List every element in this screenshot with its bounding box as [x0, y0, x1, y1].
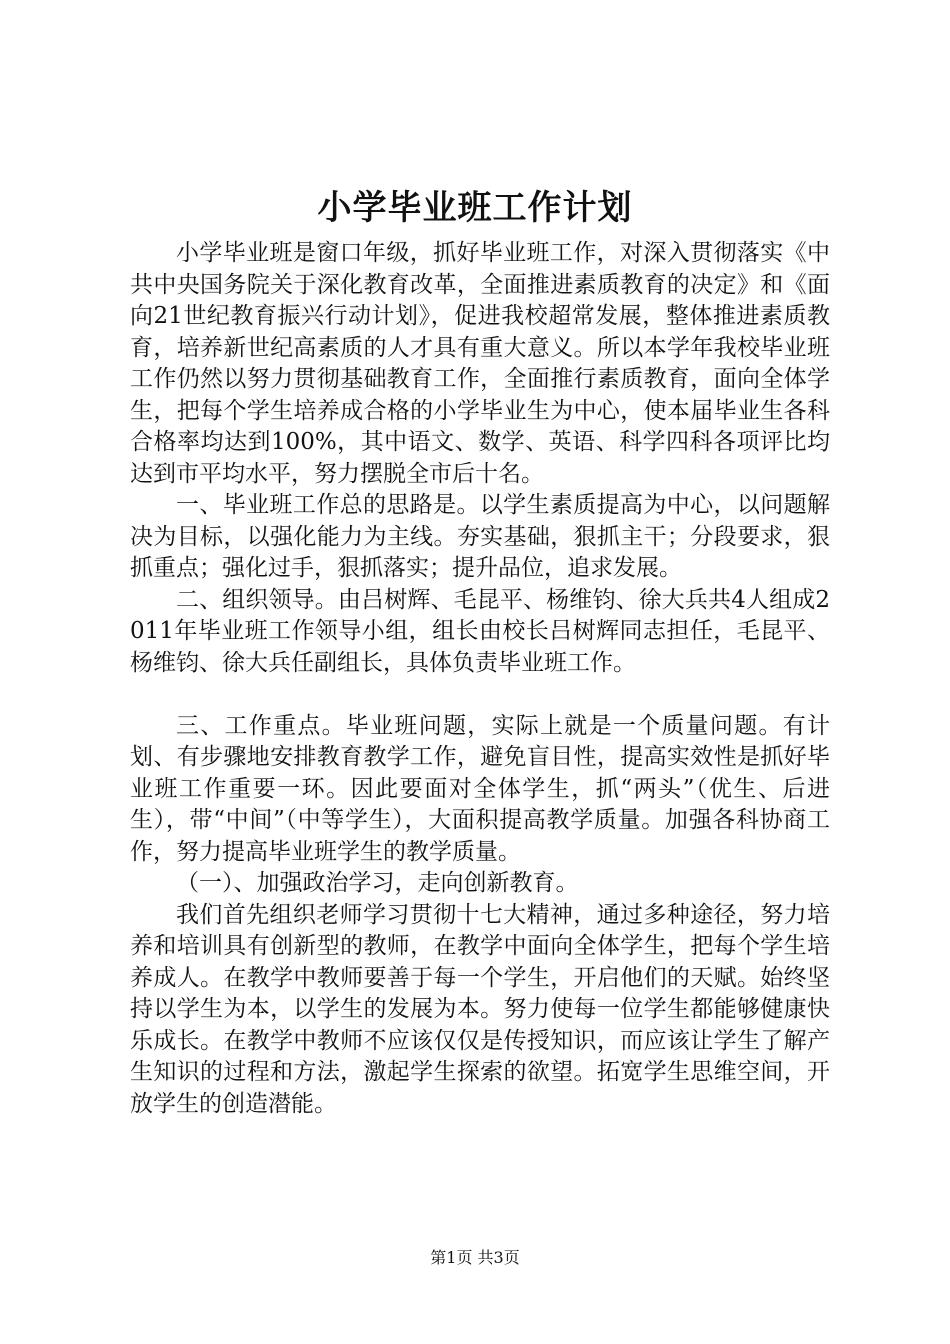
paragraph-subheading-1: （一）、加强政治学习，走向创新教育。	[176, 870, 579, 896]
paragraph-subsection-1: 我们首先组织老师学习贯彻十七大精神，通过多种途径，努力培养和培训具有创新型的教师，在教学中面向全体学生，把每个学生培养成人。在教学中教师要善于每一个学生，开启他们的天赋。始终坚持以学生为本，以学生的发展为本。努力使每一位学生都能够健康快乐成长。在教学中教师不应该仅仅是传授知识，而应该让学生了解产生知识的过程和方法，激起学生探索的欲望。拓宽学生思维空间，开放学生的创造潜能。	[130, 901, 830, 1117]
document-title: 小学毕业班工作计划	[317, 188, 633, 228]
paragraph-section-1: 一、毕业班工作总的思路是。以学生素质提高为中心，以问题解决为目标，以强化能力为主线。夯实基础，狠抓主干；分段要求，狠抓重点；强化过手，狠抓落实；提升品位，追求发展。	[130, 492, 830, 581]
paragraph-intro: 小学毕业班是窗口年级，抓好毕业班工作，对深入贯彻落实《中共中央国务院关于深化教育改革，全面推进素质教育的决定》和《面向21世纪教育振兴行动计划》，促进我校超常发展，整体推进素质教育，培养新世纪高素质的人才具有重大意义。所以本学年我校毕业班工作仍然以努力贯彻基础教育工作，全面推行素质教育，面向全体学生，把每个学生培养成合格的小学毕业生为中心，使本届毕业生各科合格率均达到100%，其中语文、数学、英语、科学四科各项评比均达到市平均水平，努力摆脱全市后十名。	[130, 240, 830, 487]
paragraph-section-2: 二、组织领导。由吕树辉、毛昆平、杨维钧、徐大兵共4人组成2011年毕业班工作领导小组，组长由校长吕树辉同志担任，毛昆平、杨维钧、徐大兵任副组长，具体负责毕业班工作。	[130, 586, 830, 676]
paragraph-section-3: 三、工作重点。毕业班问题，实际上就是一个质量问题。有计划、有步骤地安排教育教学工作，避免盲目性，提高实效性是抓好毕业班工作重要一环。因此要面对全体学生，抓“两头”（优生、后进生），带“中间”（中等学生），大面积提高教学质量。加强各科协商工作，努力提高毕业班学生的教学质量。	[130, 712, 830, 865]
page-footer: 第1页 共3页	[430, 1248, 520, 1267]
document-body	[130, 238, 830, 1120]
